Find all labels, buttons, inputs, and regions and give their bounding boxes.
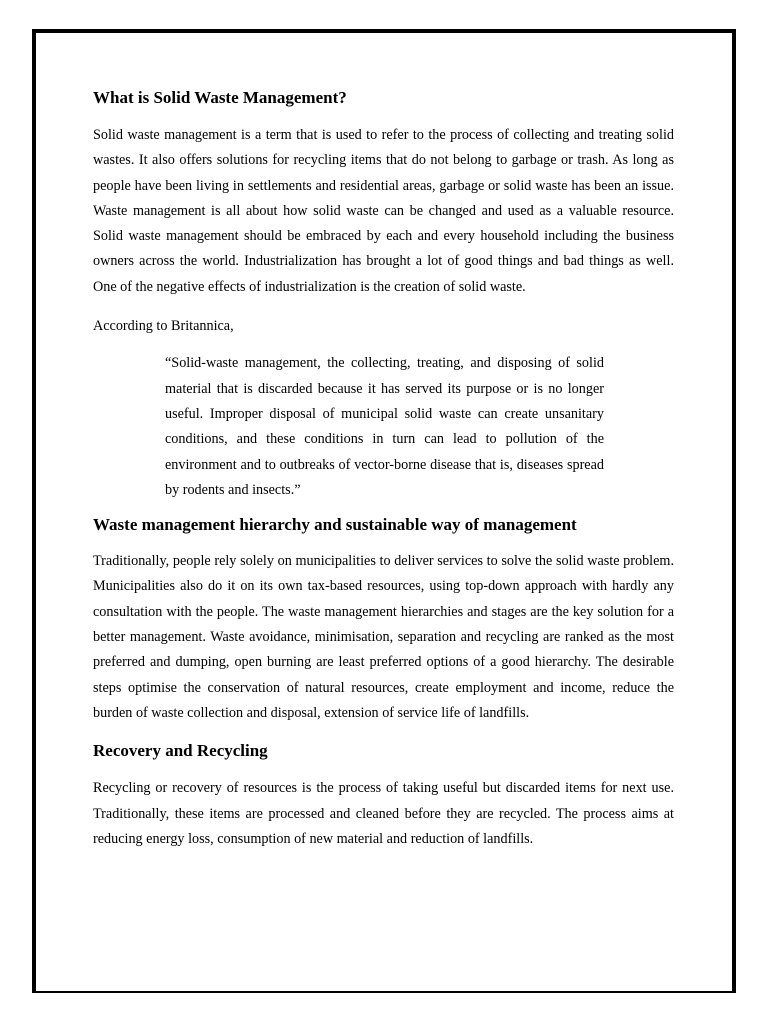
document-body bbox=[93, 82, 674, 852]
heading-waste-hierarchy: Waste management hierarchy and sustainable way of management bbox=[93, 515, 577, 535]
page-border-bottom-line bbox=[32, 991, 736, 992]
britannica-quote: “Solid-waste management, the collecting, treating, and disposing of solid material that is discarded because it has served its purpose or is no longer useful. Improper disposal of municipal solid waste can create unsanitary conditions, and these conditions in turn can lead to pollution of the environment and to outbreaks of vector-borne disease that is, diseases spread by rodents and insects.” bbox=[165, 355, 604, 498]
heading-what-is-swm: What is Solid Waste Management? bbox=[93, 88, 347, 107]
paragraph-recycling: Recycling or recovery of resources is the process of taking useful but discarded items for next use. Traditionally, these items are processed and cleaned before they are recycled. The process aims at reducing energy loss, consumption of new material and reduction of landfills. bbox=[93, 780, 674, 847]
heading-recovery-recycling: Recovery and Recycling bbox=[93, 741, 268, 761]
paragraph-hierarchy: Traditionally, people rely solely on municipalities to deliver services to solve the solid waste problem. Municipalities also do it on its own tax-based resources, using top-down approach with hardly any consultation with the people. The waste management hierarchies and stages are the key solution for a better management. Waste avoidance, minimisation, separation and recycling are ranked as the most preferred and dumping, open burning are least preferred options of a good hierarchy. The desirable steps optimise the conservation of natural resources, create employment and income, reduce the burden of waste collection and disposal, extension of service life of landfills. bbox=[93, 553, 674, 721]
paragraph-intro: Solid waste management is a term that is used to refer to the process of collecting and treating solid wastes. It also offers solutions for recycling items that do not belong to garbage or trash. As long as people have been living in settlements and residential areas, garbage or solid waste has been an issue. Waste management is all about how solid waste can be changed and used as a valuable resource. Solid waste management should be embraced by each and every household including the business owners across the world. Industrialization has brought a lot of good things and bad things as well. One of the negative effects of industrialization is the creation of solid waste. bbox=[93, 127, 674, 295]
according-to-britannica: According to Britannica, bbox=[93, 318, 234, 335]
